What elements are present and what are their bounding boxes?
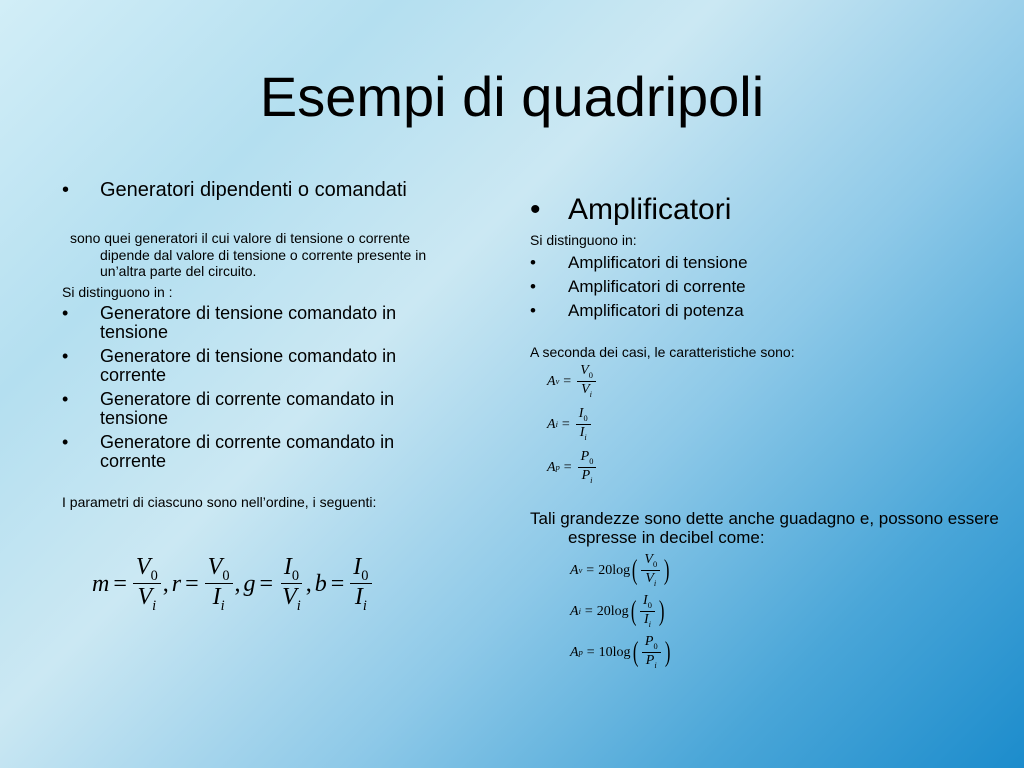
symbol-V: V	[282, 584, 297, 611]
list-item	[530, 251, 1000, 275]
subscript-i: i	[589, 389, 592, 399]
generatori-description: sono quei generatori il cui valore di tensione o corrente dipende dal valore di tensione o corrente presente in un’altra parte del circuito.	[70, 230, 427, 279]
decibel-formulas	[570, 553, 1000, 670]
symbol-A: A	[570, 644, 579, 660]
formula-b: b	[314, 571, 327, 598]
fraction-g	[279, 555, 304, 615]
bullet-dot: •	[62, 303, 69, 323]
fraction	[578, 450, 597, 485]
subscript-0: 0	[583, 413, 588, 423]
gain-formulas	[547, 364, 1000, 485]
symbol-V: V	[207, 553, 223, 580]
equals-sign: =	[561, 416, 570, 432]
subscript-i: i	[296, 598, 301, 615]
subscript-0: 0	[588, 370, 593, 380]
bullet-amplificatori	[530, 192, 1000, 228]
symbol-I: I	[643, 611, 649, 627]
amp-intro: Si distinguono in:	[530, 232, 637, 248]
equals-sign: =	[113, 571, 127, 598]
bullet-dot: •	[530, 300, 536, 320]
equals-sign: =	[259, 571, 274, 598]
decibel-text: Tali grandezze sono dette anche guadagno e, possono essere espresse in decibel come:	[530, 509, 999, 548]
symbol-P: P	[581, 467, 591, 483]
subscript-i: i	[152, 598, 157, 615]
equals-sign: =	[563, 459, 572, 475]
symbol-V: V	[135, 553, 151, 580]
distinguono-intro: Si distinguono in :	[62, 283, 173, 300]
symbol-A: A	[570, 603, 579, 619]
symbol-P: P	[645, 652, 655, 668]
bullet-generatori-dipendenti	[62, 180, 462, 201]
log-operator: log	[610, 603, 629, 619]
symbol-V: V	[645, 570, 654, 586]
equals-sign: =	[185, 571, 199, 598]
bullet-dot: •	[62, 179, 70, 201]
comma: ,	[305, 571, 312, 598]
subscript-i: i	[578, 607, 581, 617]
bullet-text: Generatori dipendenti o comandati	[100, 179, 407, 201]
list-item	[62, 433, 462, 471]
right-paren: )	[658, 595, 665, 627]
generator-list	[62, 304, 462, 471]
bullet-dot: •	[62, 432, 69, 452]
subscript-v: v	[555, 377, 560, 387]
fraction-r	[205, 555, 233, 615]
subscript-i: i	[220, 598, 225, 615]
left-paren: (	[632, 636, 639, 668]
list-item	[62, 390, 462, 428]
right-paren: )	[664, 636, 671, 668]
equals-sign: =	[586, 644, 595, 660]
list-item	[62, 304, 462, 342]
bullet-dot: •	[62, 346, 69, 366]
list-item	[62, 347, 462, 385]
subscript-0: 0	[150, 567, 158, 584]
symbol-I: I	[354, 584, 363, 611]
gain-formula-voltage	[547, 364, 1000, 399]
symbol-I: I	[643, 593, 648, 609]
subscript-p: p	[578, 648, 583, 658]
right-column	[530, 192, 1000, 670]
left-column	[62, 180, 462, 615]
comma: ,	[162, 571, 169, 598]
params-text: I parametri di ciascuno sono nell’ordine, i seguenti:	[62, 494, 377, 510]
subscript-v: v	[578, 566, 583, 576]
subscript-i: i	[362, 598, 367, 615]
right-paren: )	[664, 554, 670, 586]
list-item-text: Amplificatori di tensione	[568, 252, 748, 272]
formula-r: r	[171, 571, 182, 598]
equals-sign: =	[330, 571, 345, 598]
characteristics-text: A seconda dei casi, le caratteristiche sono:	[530, 343, 795, 360]
log-operator: log	[612, 562, 631, 578]
equals-sign: =	[563, 373, 572, 389]
gain-formula-power	[547, 450, 1000, 485]
subscript-0: 0	[653, 642, 658, 652]
symbol-I: I	[578, 406, 584, 422]
subscript-i: i	[590, 475, 593, 485]
list-item-text: Generatore di corrente comandato in tensione	[100, 389, 395, 428]
slide-title: Esempi di quadripoli	[259, 65, 765, 128]
bullet-text: Amplificatori	[568, 193, 732, 226]
symbol-V: V	[580, 363, 589, 378]
subscript-0: 0	[647, 601, 652, 611]
symbol-A: A	[547, 416, 556, 432]
formula-m: m	[92, 571, 110, 598]
left-paren: (	[631, 554, 638, 586]
bullet-dot: •	[62, 389, 69, 409]
equals-sign: =	[586, 562, 595, 578]
fraction-m	[133, 555, 161, 615]
symbol-I: I	[283, 553, 292, 580]
db-formula-voltage	[570, 553, 1000, 588]
symbol-P: P	[580, 449, 590, 465]
list-item-text: Amplificatori di corrente	[568, 276, 746, 296]
subscript-p: p	[555, 463, 560, 473]
symbol-V: V	[581, 381, 590, 397]
fraction	[641, 553, 660, 588]
fraction	[577, 364, 596, 399]
amplifier-list	[530, 251, 1000, 323]
left-paren: (	[630, 595, 637, 627]
symbol-A: A	[570, 562, 579, 578]
params-formula	[92, 555, 462, 615]
subscript-0: 0	[361, 567, 369, 584]
coefficient-20: 20	[596, 603, 611, 619]
list-item	[530, 299, 1000, 323]
symbol-V: V	[644, 552, 653, 568]
symbol-A: A	[547, 459, 556, 475]
formula-g: g	[243, 571, 256, 598]
symbol-I: I	[353, 553, 362, 580]
subscript-0: 0	[589, 456, 594, 466]
subscript-0: 0	[222, 567, 230, 584]
subscript-i: i	[555, 420, 558, 430]
db-formula-current	[570, 594, 1000, 629]
symbol-V: V	[137, 584, 153, 611]
db-formula-power	[570, 635, 1000, 670]
coefficient-10: 10	[598, 644, 613, 660]
subscript-i: i	[648, 619, 651, 629]
list-item-text: Generatore di tensione comandato in corrente	[100, 346, 397, 385]
gain-formula-current	[547, 407, 1000, 442]
symbol-I: I	[212, 584, 221, 611]
symbol-A: A	[547, 373, 556, 389]
bullet-dot: •	[530, 276, 536, 296]
bullet-dot: •	[530, 193, 541, 226]
subscript-i: i	[653, 578, 657, 588]
coefficient-20: 20	[598, 562, 613, 578]
fraction	[642, 635, 661, 670]
subscript-0: 0	[291, 567, 300, 584]
fraction	[576, 407, 591, 442]
list-item-text: Generatore di tensione comandato in tensione	[100, 303, 397, 342]
symbol-P: P	[644, 634, 654, 650]
equals-sign: =	[584, 603, 593, 619]
list-item	[530, 275, 1000, 299]
bullet-dot: •	[530, 252, 536, 272]
fraction-b	[350, 555, 371, 615]
subscript-0: 0	[652, 559, 658, 569]
list-item-text: Generatore di corrente comandato in corrente	[100, 432, 395, 471]
fraction	[640, 594, 655, 629]
symbol-I: I	[579, 424, 585, 440]
subscript-i: i	[654, 660, 657, 670]
log-operator: log	[612, 644, 631, 660]
subscript-i: i	[584, 432, 587, 442]
list-item-text: Amplificatori di potenza	[568, 300, 744, 320]
comma: ,	[234, 571, 241, 598]
